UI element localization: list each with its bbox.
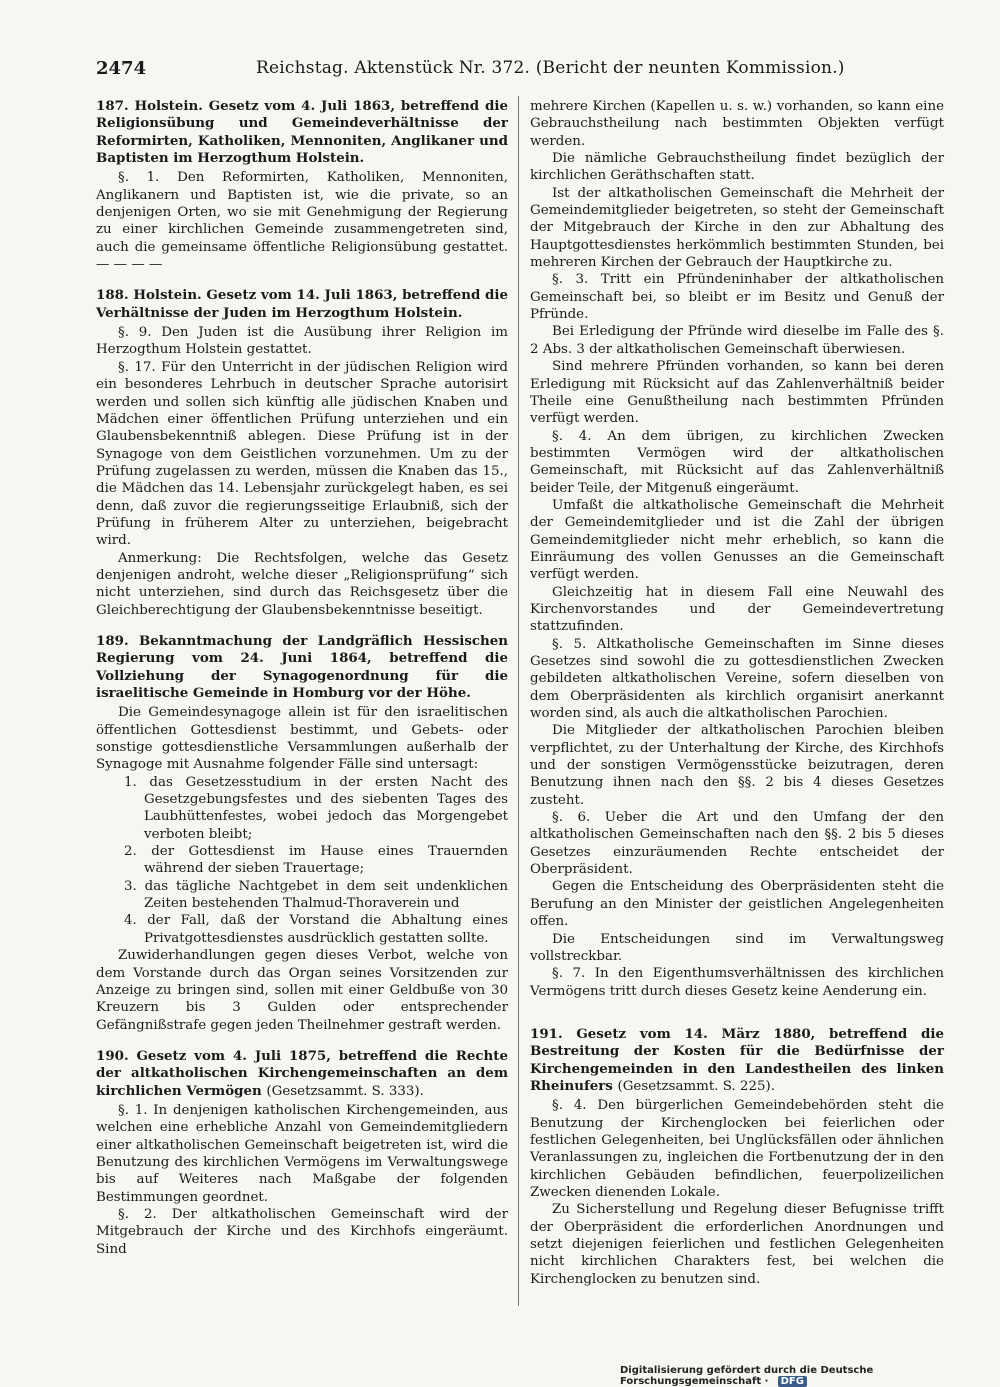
section-187 — [96, 98, 508, 273]
paragraph: Zu Sicherstellung und Regelung dieser Befugnisse trifft der Oberpräsident die erforderlichen Anordnungen und setzt diejenigen feierlichen und festlichen Gelegenheiten nicht kirchlichen Charakters fest, bei welchen die Kirchenglocken zu benutzen sind. — [530, 1202, 944, 1287]
paragraph: §. 2. Der altkatholischen Gemeinschaft wird der Mitgebrauch der Kirche und des Kirchhofs eingeräumt. Sind — [96, 1206, 508, 1257]
list-item: 1. das Gesetzesstudium in der ersten Nacht des Gesetzgebungsfestes und des siebenten Tages des Laubhüttenfestes, wobei jedoch das Morgengebet verboten bleibt; — [124, 774, 508, 842]
footer-text: Digitalisierung gefördert durch die Deutsche Forschungsgemeinschaft · — [620, 1365, 874, 1387]
section-heading: 188. Holstein. Gesetz vom 14. Juli 1863, betreffend die Verhältnisse der Juden im Herzogthum Holstein. — [96, 287, 508, 321]
dfg-logo: DFG — [778, 1376, 807, 1387]
paragraph: Die Gemeindesynagoge allein ist für den israelitischen öffentlichen Gottesdienst bestimmt, und Gebets- oder sonstige gottesdienstliche Versammlungen außerhalb der Synagoge mit Ausnahme folgender Fälle sind untersagt: — [96, 705, 508, 773]
list-item: 2. der Gottesdienst im Hause eines Trauernden während der sieben Trauertage; — [124, 844, 508, 877]
paragraph: Gleichzeitig hat in diesem Fall eine Neuwahl des Kirchenvorstandes und der Gemeindevertretung stattzufinden. — [530, 584, 944, 635]
running-head: Reichstag. Aktenstück Nr. 372. (Bericht der neunten Kommission.) — [256, 58, 845, 78]
section-heading-text: 190. Gesetz vom 4. Juli 1875, betreffend die Rechte der altkatholischen Kirchengemeinschaften an dem kirchlichen Vermögen — [96, 1047, 508, 1099]
paragraph: Sind mehrere Pfründen vorhanden, so kann bei deren Erledigung mit Rücksicht auf das Zahlenverhältniß beider Theile eine Genußtheilung nach bestimmten Pfründen verfügt werden. — [530, 359, 944, 427]
paragraph: §. 1. Den Reformirten, Katholiken, Mennoniten, Anglikanern und Baptisten ist, wie die private, so an denjenigen Orten, wo sie mit Genehmigung der Regierung zu einer kirchlichen Gemeinde zusammengetreten sind, auch die gemeinsame öffentliche Religionsübung gestattet. — — — — — [96, 170, 508, 273]
section-heading — [530, 1026, 944, 1095]
section-heading-ref: (Gesetzsammt. S. 225). — [617, 1078, 775, 1094]
section-heading: 189. Bekanntmachung der Landgräflich Hessischen Regierung vom 24. Juni 1864, betreffend die Vollziehung der Synagogenordnung für die israelitische Gemeinde in Homburg vor der Höhe. — [96, 632, 508, 701]
list-item: 3. das tägliche Nachtgebet in dem seit undenklichen Zeiten bestehenden Thalmud-Thoraverein und — [124, 878, 508, 912]
page-header — [96, 58, 946, 80]
section-heading-ref: (Gesetzsammt. S. 333). — [266, 1083, 424, 1099]
paragraph: §. 3. Tritt ein Pfründeninhaber der altkatholischen Gemeinschaft bei, so bleibt er im Besitz und Genuß der Pfründe. — [530, 272, 944, 323]
paragraph: Die nämliche Gebrauchstheilung findet bezüglich der kirchlichen Geräthschaften statt. — [530, 151, 944, 184]
list-item: 4. der Fall, daß der Vorstand die Abhaltung eines Privatgottesdienstes ausdrücklich gestatten sollte. — [124, 913, 508, 946]
paragraph: Bei Erledigung der Pfründe wird dieselbe im Falle des §. 2 Abs. 3 der altkatholischen Gemeinschaft überwiesen. — [530, 324, 944, 357]
paragraph: §. 6. Ueber die Art und den Umfang der den altkatholischen Gemeinschaften nach den §§. 2 bis 5 dieses Gesetzes einzuräumenden Rechte entscheidet der Oberpräsident. — [530, 810, 944, 878]
section-heading-text: 191. Gesetz vom 14. März 1880, betreffend die Bestreitung der Kosten für die Bedürfnisse der Kirchengemeinden in den Landestheilen des linken Rheinufers — [530, 1025, 944, 1094]
paragraph: §. 4. Den bürgerlichen Gemeindebehörden steht die Benutzung der Kirchenglocken bei feierlichen oder festlichen Gelegenheiten, bei Unglücksfällen oder ähnlichen Veranlassungen zu, ingleichen die Fortbenutzung der in den kirchlichen Gebäuden befindlichen, feuerpolizeilichen Zwecken dienenden Lokale. — [530, 1098, 944, 1200]
paragraph: §. 17. Für den Unterricht in der jüdischen Religion wird ein besonderes Lehrbuch in deutscher Sprache autorisirt werden und sollen sich künftig alle jüdischen Knaben und Mädchen einer öffentlichen Prüfung unterziehen und ein Glaubensbekenntniß ablegen. Diese Prüfung ist in der Synagoge von dem Geistlichen vorzunehmen. Um zu der Prüfung zugelassen zu werden, müssen die Knaben das 15., die Mädchen das 14. Lebensjahr zurückgelegt haben, es sei denn, daß zuvor die regierungsseitige Erlaubniß, sich der Prüfung in früherem Alter zu unterziehen, beigebracht wird. — [96, 359, 508, 549]
section-heading — [96, 1048, 508, 1100]
paragraph: §. 1. In denjenigen katholischen Kirchengemeinden, aus welchen eine erhebliche Anzahl von Gemeindemitgliedern einer altkatholischen Gemeinschaft beigetreten ist, wird die Benutzung des kirchlichen Vermögens im Verwaltungswege bis auf Weiteres nach Maßgabe der folgenden Bestimmungen geordnet. — [96, 1102, 508, 1205]
page-number: 2474 — [96, 58, 147, 79]
left-column — [96, 98, 508, 1258]
section-190 — [96, 1048, 508, 1258]
paragraph: Zuwiderhandlungen gegen dieses Verbot, welche von dem Vorstande durch das Organ seines Vorsitzenden zur Anzeige zu bringen sind, sollen mit einer Geldbuße von 30 Kreuzern bis 3 Gulden oder entsprechender Gefängnißstrafe gegen jeden Theilnehmer gestraft werden. — [96, 948, 508, 1033]
paragraph: Umfaßt die altkatholische Gemeinschaft die Mehrheit der Gemeindemitglieder und ist die Zahl der übrigen Gemeindemitglieder nicht mehr erheblich, so kann die Einräumung des vollen Genusses an die Gemeinschaft verfügt werden. — [530, 497, 944, 583]
right-column — [530, 98, 944, 1288]
exception-list — [96, 774, 508, 947]
paragraph: Ist der altkatholischen Gemeinschaft die Mehrheit der Gemeindemitglieder beigetreten, so steht der Gemeinschaft der Mitgebrauch der Kirche in den zur Abhaltung des Hauptgottesdienstes herkömmlich bestimmten Stunden, bei mehreren Kirchen der Gebrauch der Hauptkirche zu. — [530, 185, 944, 271]
paragraph: §. 5. Altkatholische Gemeinschaften im Sinne dieses Gesetzes sind sowohl die zu gottesdienstlichen Zwecken gebildeten altkatholischen Vereine, sofern dieselben von dem Oberpräsidenten als kirchlich organisirt anerkannt worden sind, als auch die altkatholischen Parochien. — [530, 636, 944, 722]
section-189 — [96, 633, 508, 1034]
section-191 — [530, 1026, 944, 1288]
paragraph: Die Entscheidungen sind im Verwaltungsweg vollstreckbar. — [530, 931, 944, 964]
section-188 — [96, 287, 508, 619]
paragraph: Die Mitglieder der altkatholischen Parochien bleiben verpflichtet, zu der Unterhaltung der Kirche, des Kirchhofs und der sonstigen Vermögensstücke beizutragen, deren Benutzung ihnen nach den §§. 2 bis 4 dieses Gesetzes zusteht. — [530, 723, 944, 808]
paragraph: Gegen die Entscheidung des Oberpräsidenten steht die Berufung an den Minister der geistlichen Angelegenheiten offen. — [530, 879, 944, 930]
section-heading: 187. Holstein. Gesetz vom 4. Juli 1863, betreffend die Religionsübung und Gemeindeverhältnisse der Reformirten, Katholiken, Mennoniten, Anglikaner und Baptisten im Herzogthum Holstein. — [96, 98, 508, 167]
paragraph: mehrere Kirchen (Kapellen u. s. w.) vorhanden, so kann eine Gebrauchstheilung nach bestimmten Objekten verfügt werden. — [530, 99, 944, 149]
column-divider — [518, 96, 519, 1306]
paragraph: §. 7. In den Eigenthumsverhältnissen des kirchlichen Vermögens tritt durch dieses Gesetz keine Aenderung ein. — [530, 966, 944, 999]
paragraph: §. 4. An dem übrigen, zu kirchlichen Zwecken bestimmten Vermögen wird der altkatholischen Gemeinschaft, mit Rücksicht auf das Zahlenverhältniß beider Teile, der Mitgenuß eingeräumt. — [530, 428, 944, 496]
paragraph: §. 9. Den Juden ist die Ausübung ihrer Religion im Herzogthum Holstein gestattet. — [96, 325, 508, 358]
footer-credit — [620, 1365, 990, 1387]
note-paragraph: Anmerkung: Die Rechtsfolgen, welche das Gesetz denjenigen androht, welche dieser „Religionsprüfung“ sich nicht unterziehen, sind durch das Reichsgesetz über die Gleichberechtigung der Glaubensbekenntnisse beseitigt. — [96, 550, 508, 618]
